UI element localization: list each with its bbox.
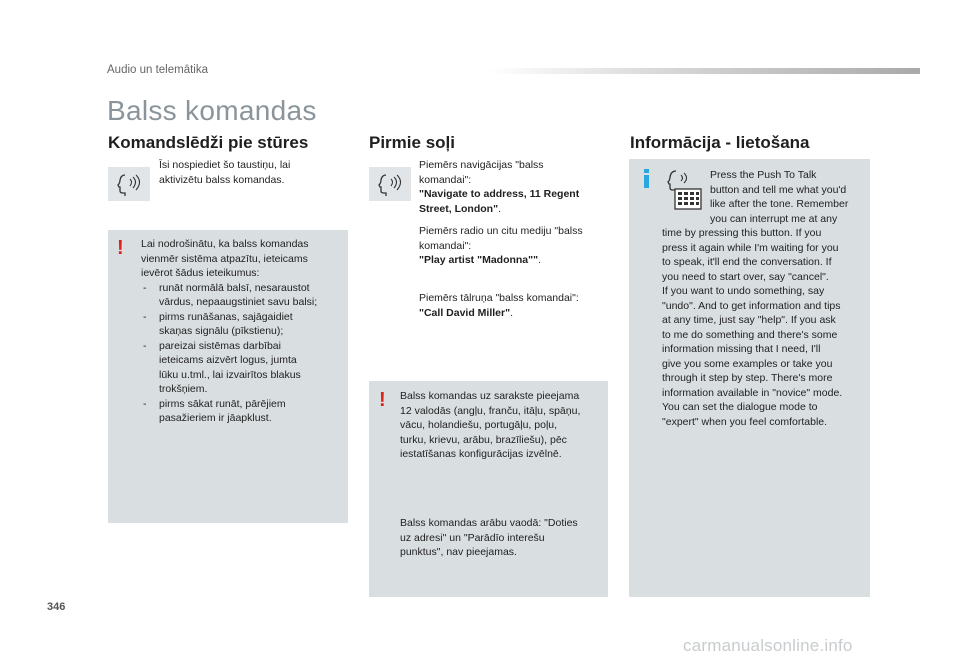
page-title: Balss komandas xyxy=(107,95,317,126)
header-rule xyxy=(488,68,920,74)
languages-note: Balss komandas uz sarakste pieejama 12 valodās (angļu, franču, itāļu, spāņu, vācu, holandiešu, portugāļu, poļu, turku, krievu, arābu, brazīliešu), pēc iestatīšanas konfigurācijas izvēlnē. xyxy=(400,390,581,460)
warning-icon: ! xyxy=(379,389,386,411)
section-header: Audio un telemātika xyxy=(107,64,209,76)
phone-example: Piemērs tālruņa "balss komandai": "Call David Miller". xyxy=(419,292,579,319)
list-item: - pareizai sistēmas darbībai ieteicams aizvērt logus, jumta lūku u.tml., lai izvairītos blakus trokšņiem. xyxy=(141,339,341,397)
col3-title: Informācija - lietošana xyxy=(630,133,810,152)
list-item: - pirms sākat runāt, pārējiem pasažieriem ir jāapklust. xyxy=(141,397,341,426)
voice-command-icon xyxy=(369,167,411,201)
arabic-note: Balss komandas arābu vaodā: "Doties uz adresi" un "Parādīo interešu punktus", nav pieejamas. xyxy=(400,517,578,558)
nav-example: Piemērs navigācijas "balss komandai": "Navigate to address, 11 Regent Street, London". xyxy=(419,159,580,215)
col1-intro: Īsi nospiediet šo taustiņu, lai aktivizētu balss komandas. xyxy=(159,159,291,186)
col2-title: Pirmie soļi xyxy=(369,133,455,152)
push-to-talk-icon xyxy=(662,167,704,211)
warning-icon: ! xyxy=(117,237,124,259)
info-icon xyxy=(642,169,652,194)
voice-command-icon xyxy=(108,167,150,201)
info-text-full: time by pressing this button. If you press it again while I'm waiting for you to speak, it'll end the conversation. If you need to start over, say "cancel". If you want to undo something, say "undo". And to get information and tips at any time, just say "help". If you ask to me do something and there's some information missing that I need, I'll give you some examples or take you through it step by step. There's more information available in "novice" mode. You can set the dialogue mode to "expert" when you feel comfortable. xyxy=(662,227,843,428)
list-item: - pirms runāšanas, sajāgaidiet skaņas signālu (pīkstienu); xyxy=(141,310,341,339)
list-item: - runāt normālā balsī, nesaraustot vārdus, nepaaugstiniet savu balsi; xyxy=(141,281,341,310)
col1-title: Komandslēdži pie stūres xyxy=(108,133,309,152)
info-text-short: Press the Push To Talk button and tell me what you'd like after the tone. Remember you can interrupt me at any xyxy=(710,169,849,225)
radio-example: Piemērs radio un citu mediju "balss komandai": "Play artist "Madonna"". xyxy=(419,225,583,266)
watermark: carmanualsonline.info xyxy=(683,636,853,655)
page-number: 346 xyxy=(47,601,66,613)
col1-warning-text: Lai nodrošinātu, ka balss komandas vienmēr sistēma atpazītu, ieteicams ievērot šādus ieteikumus: - runāt normālā balsī, nesaraustot vārdus, nepaaugstiniet savu balsi; - pirms runāšanas, sajāgaidiet skaņas signālu (pīkstienu); - pareizai sistēmas darbībai ieteicams aizvērt logus, jumta lūku u.tml., lai izvairītos blakus trokšņiem. - pirms sākat runāt, pārējiem pasažieriem ir jāapklust. xyxy=(141,237,341,426)
